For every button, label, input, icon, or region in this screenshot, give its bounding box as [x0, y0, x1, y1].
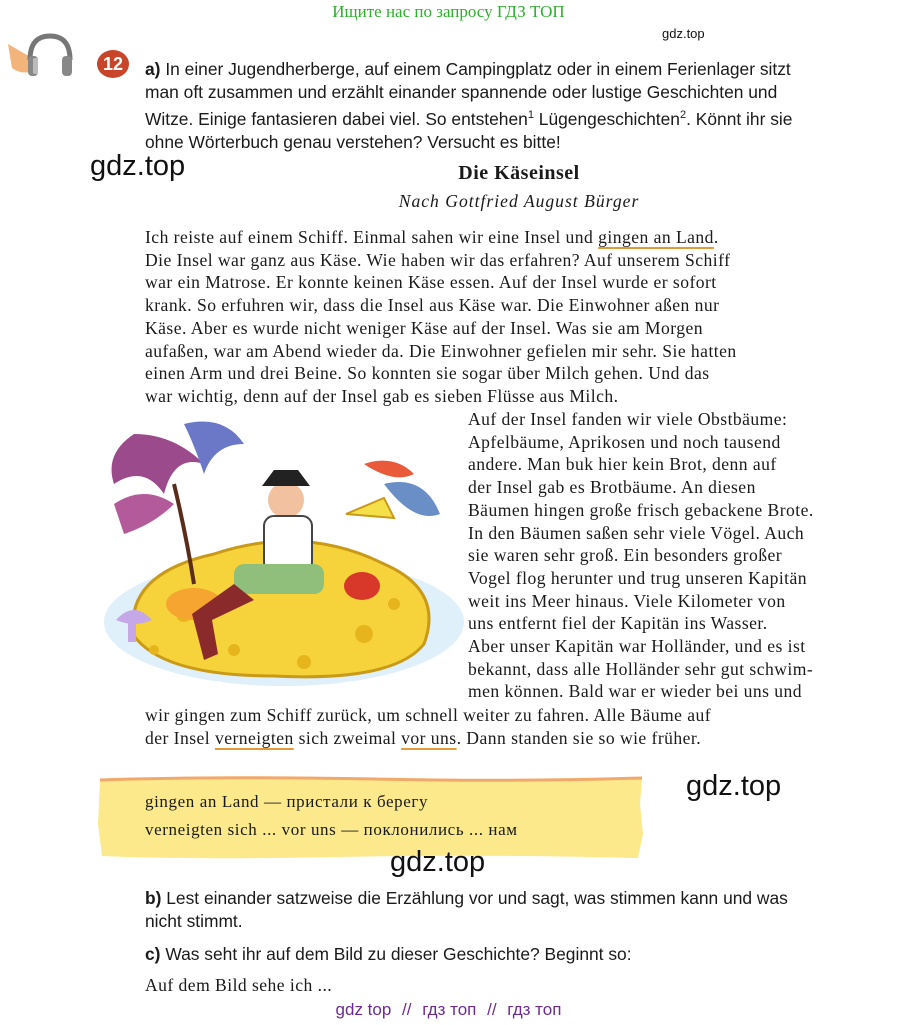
vocab-underline-vor-uns: vor uns: [401, 727, 457, 748]
watermark-top-right: gdz.top: [662, 26, 705, 41]
watermark-mid-right: gdz.top: [686, 770, 782, 802]
footer-link-gdz-top-ru-1[interactable]: гдз топ: [422, 1000, 477, 1019]
vocab-box-background: [96, 774, 646, 862]
story-line: Käse. Aber es wurde nicht weniger Käse auf der Insel. Was sie am Morgen: [145, 317, 704, 338]
story-line: weit ins Meer hinaus. Viele Kilometer von: [468, 590, 786, 611]
story-line: Aber unser Kapitän war Holländer, und es ist: [468, 636, 806, 657]
vocab-underline-verneigten: verneigten: [214, 727, 294, 748]
story-text-right: [468, 408, 890, 703]
story-line: der Insel: [145, 727, 215, 748]
story-line: Ich reiste auf einem Schiff. Einmal sahen wir eine Insel und: [145, 227, 599, 247]
story-subtitle: Nach Gottfried August Bürger: [398, 191, 640, 211]
story-title: Die Käseinsel: [458, 162, 580, 184]
footer-link-gdz-top[interactable]: gdz top: [335, 1000, 392, 1019]
story-line: Apfelbäume, Aprikosen und noch tausend: [468, 431, 781, 452]
story-line: Bäumen hingen große frisch gebackene Brote.: [468, 499, 814, 520]
watermark-left: gdz.top: [90, 150, 186, 182]
task-c-sentence-start: Auf dem Bild sehe ich ...: [145, 975, 333, 995]
story-line: men können. Bald war er wieder bei uns und: [468, 681, 803, 702]
story-line: krank. So erfuhren wir, dass die Insel aus Käse war. Die Einwohner aßen nur: [145, 295, 720, 316]
story-line: war ein Matrose. Er konnte keinen Käse essen. Auf der Insel wurde er sofort: [145, 272, 717, 293]
story-line: wir gingen zum Schiff zurück, um schnell weiter zu fahren. Alle Bäume auf: [145, 705, 712, 725]
task-a-line: Witze. Einige fantasieren dabei viel. So entstehen: [145, 108, 528, 129]
task-a-line: . Könnt ihr sie: [686, 108, 793, 129]
task-c-letter: c): [145, 944, 161, 964]
task-b-line: Lest einander satzweise die Erzählung vor und sagt, was stimmen kann und was: [166, 888, 788, 908]
task-a-line: man oft zusammen und erzählt einander spannende oder lustige Geschichten und: [145, 82, 778, 102]
story-line: andere. Man buk hier kein Brot, denn auf: [468, 454, 777, 475]
task-a-line: ohne Wörterbuch genau verstehen? Versucht es bitte!: [145, 131, 561, 152]
story-line: . Dann standen sie so wie früher.: [456, 727, 702, 748]
task-number-badge: 12: [97, 50, 129, 78]
task-c-line: Was seht ihr auf dem Bild zu dieser Geschichte? Beginnt so:: [165, 944, 632, 964]
task-a-text: [145, 58, 893, 154]
story-line: der Insel gab es Brotbäume. An diesen: [468, 477, 756, 498]
story-line: war wichtig, denn auf der Insel gab es sieben Flüsse aus Milch.: [145, 385, 619, 406]
task-a-line: Lügengeschichten: [533, 108, 680, 129]
footer-links: [0, 1000, 897, 1020]
story-line: Die Insel war ganz aus Käse. Wie haben wir das erfahren? Auf unserem Schiff: [145, 249, 731, 270]
story-line: sie waren sehr groß. Ein besonders großer: [468, 545, 783, 566]
story-text-top: [145, 226, 889, 408]
footnote-1: 1: [527, 109, 534, 121]
vocab-line-1: gingen an Land — пристали к берегу: [145, 792, 429, 811]
story-line: .: [713, 227, 719, 247]
story-line: bekannt, dass alle Holländer sehr gut schwim-: [468, 658, 814, 679]
footer-separator: //: [402, 1000, 412, 1019]
story-line: Vogel flog herunter und trug unseren Kapitän: [468, 567, 808, 588]
vocab-line-2: verneigten sich ... vor uns — поклонились ... нам: [145, 820, 518, 839]
task-c-text: [145, 943, 893, 966]
footer-link-gdz-top-ru-2[interactable]: гдз топ: [507, 1000, 562, 1019]
story-line: Auf der Insel fanden wir viele Obstbäume:: [468, 409, 788, 429]
task-a-line: In einer Jugendherberge, auf einem Campingplatz oder in einem Ferienlager sitzt: [165, 59, 791, 79]
story-line: uns entfernt fiel der Kapitän ins Wasser.: [468, 613, 768, 634]
task-b-letter: b): [145, 888, 162, 908]
story-line: aufaßen, war am Abend wieder da. Die Einwohner gefielen mir sehr. Sie hatten: [145, 340, 737, 361]
footnote-2: 2: [679, 109, 687, 121]
search-banner: Ищите нас по запросу ГДЗ ТОП: [332, 2, 565, 21]
footer-separator: //: [487, 1000, 497, 1019]
task-b-line: nicht stimmt.: [145, 911, 243, 931]
story-line: sich zweimal: [293, 727, 402, 748]
story-line: In den Bäumen saßen sehr viele Vögel. Auch: [468, 522, 805, 543]
story-text-bottom: [145, 704, 889, 749]
task-b-text: [145, 887, 893, 933]
audio-headphones-icon: [6, 30, 74, 84]
story-line: einen Arm und drei Beine. So konnten sie sogar über Milch gehen. Und das: [145, 363, 710, 384]
cheese-island-illustration: [94, 414, 466, 704]
vocab-underline-gingen-an-land: gingen an Land: [598, 227, 714, 247]
task-a-letter: a): [145, 59, 161, 79]
watermark-mid-center: gdz.top: [390, 846, 486, 878]
